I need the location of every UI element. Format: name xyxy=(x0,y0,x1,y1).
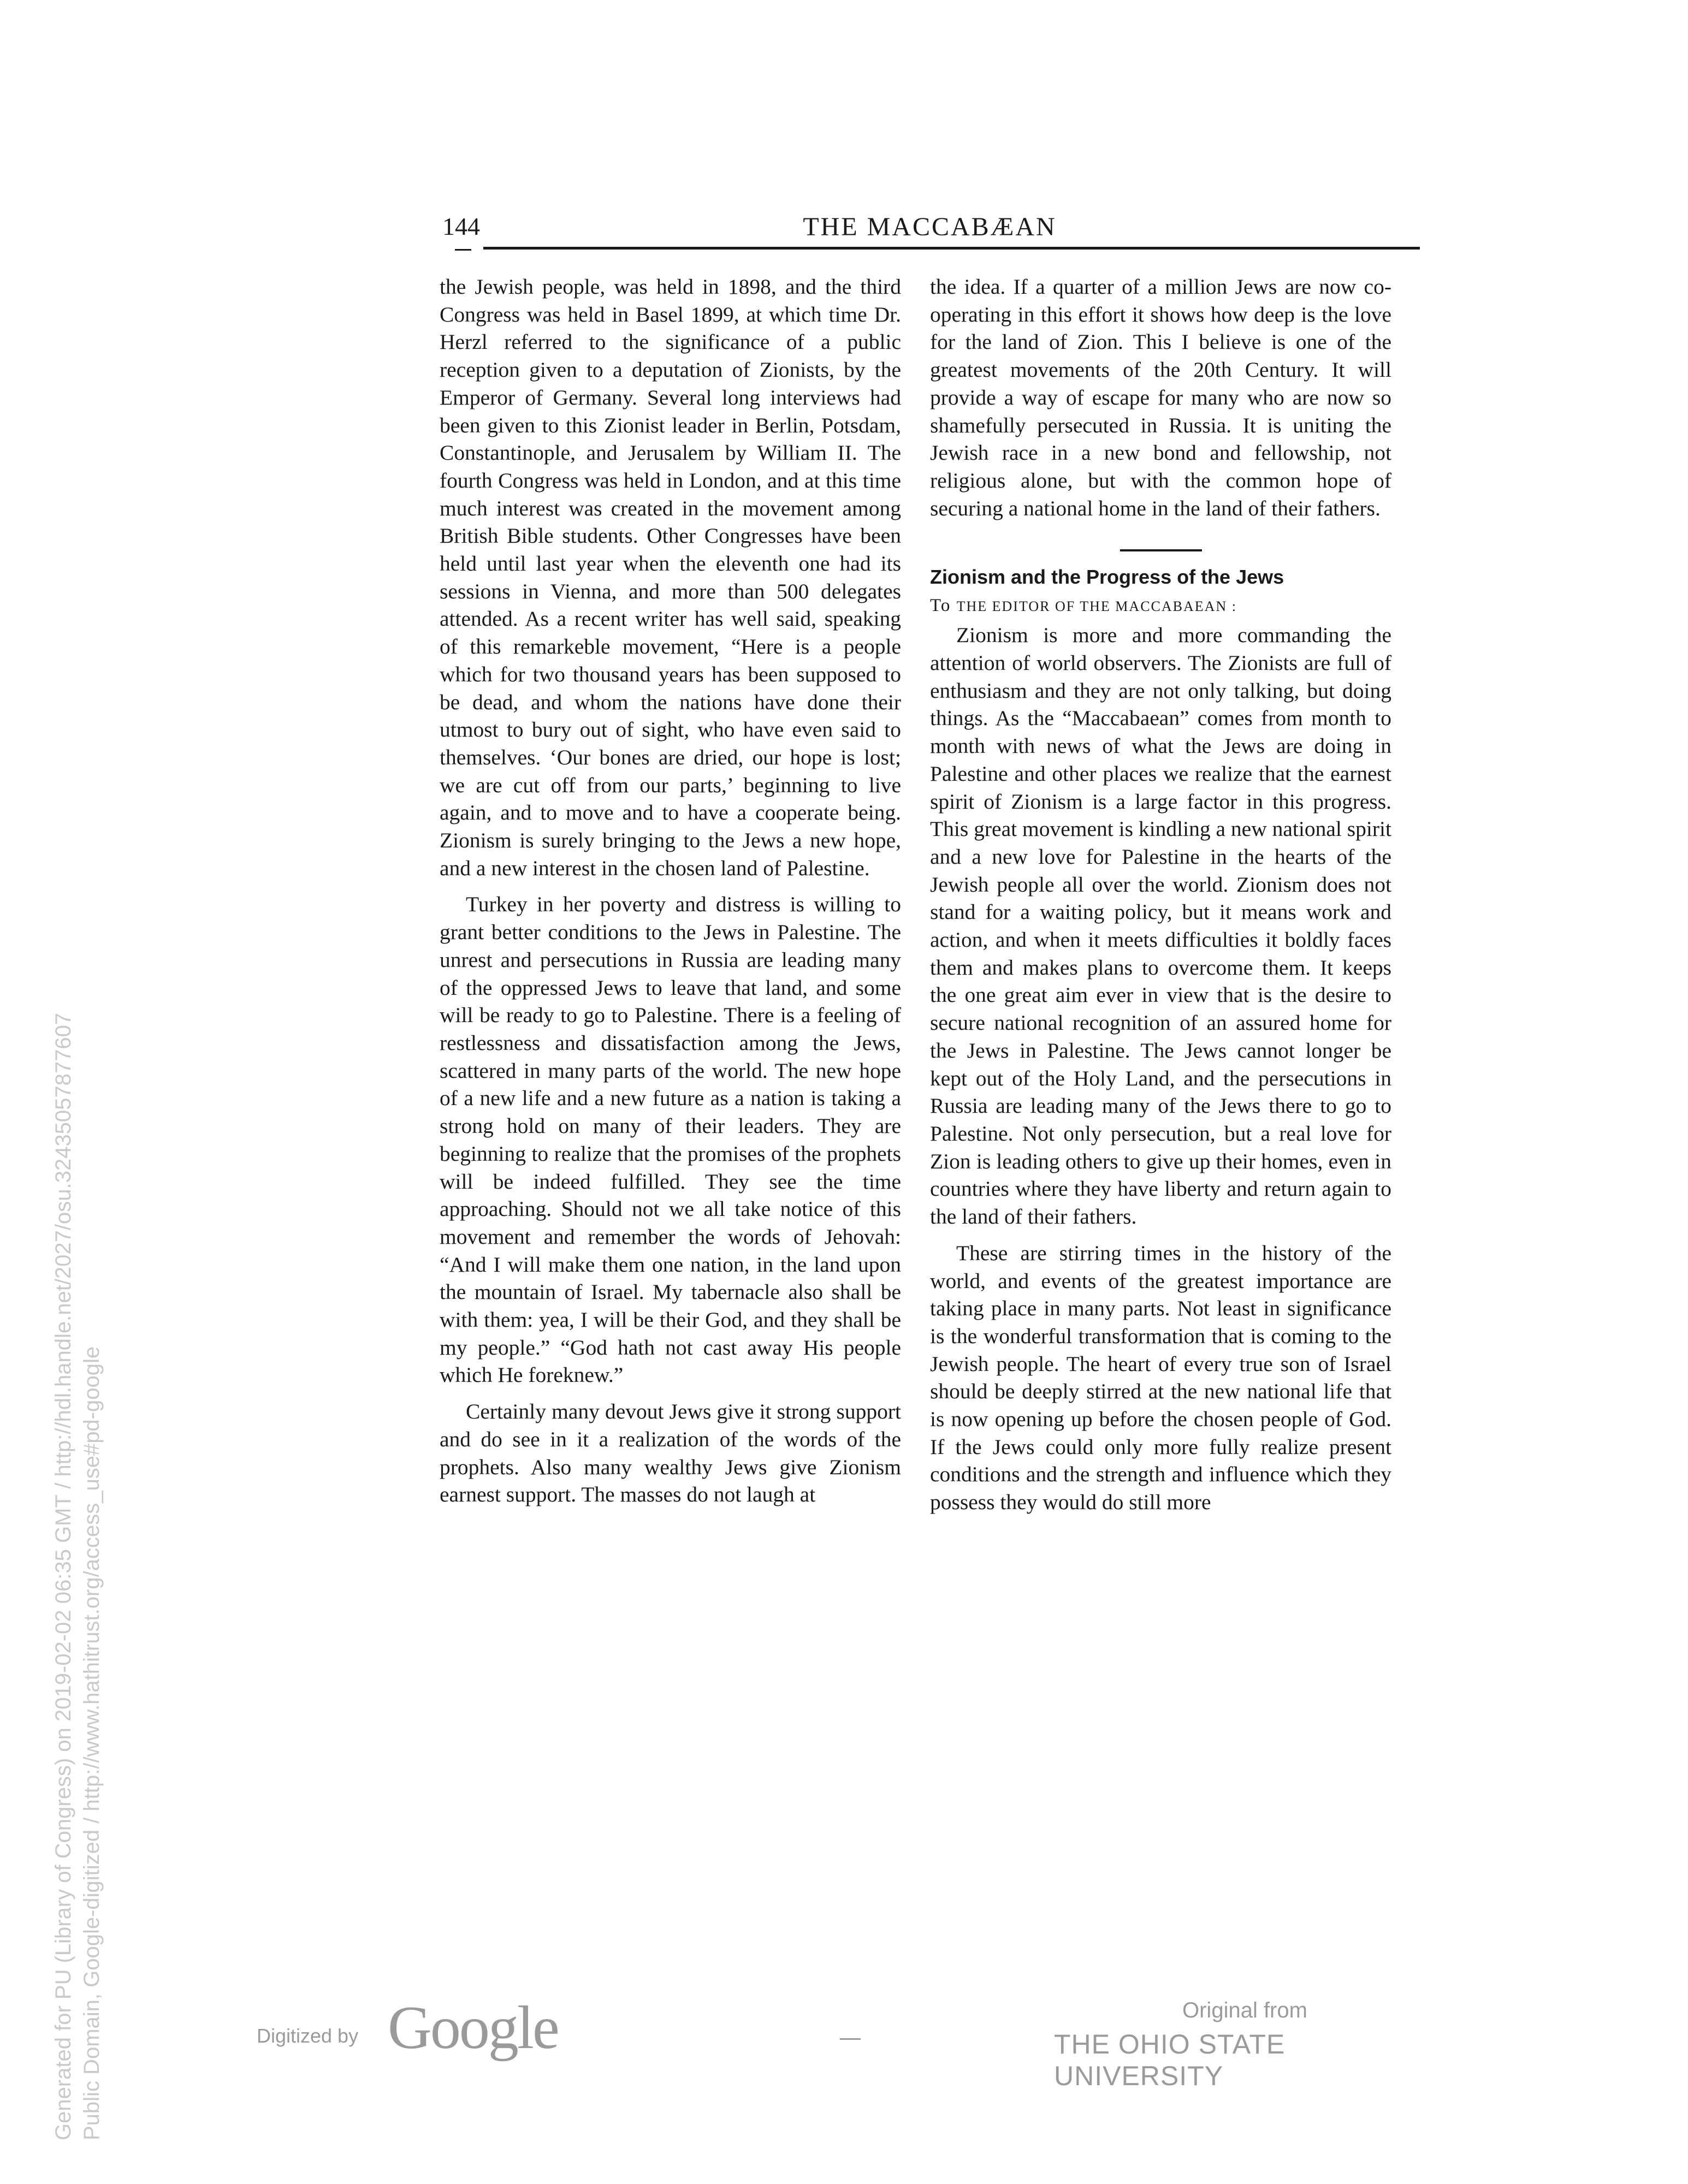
paragraph: the Jewish people, was held in 1898, and the third Congress was held in Basel 1899, at which time Dr. Herzl referred to the significance of a public reception given to a deputation of Zionists, by the Emperor of Germany. Several long interviews had been given to this Zionist leader in Berlin, Potsdam, Constantinople, and Jerusalem by William II. The fourth Congress was held in London, and at this time much interest was created in the movement among British Bible students. Other Congresses have been held until last year when the eleventh one had its sessions in Vienna, and more than 500 delegates attended. As a recent writer has well said, speaking of this remarkeble movement, “Here is a people which for two thousand years has been supposed to be dead, and whom the nations have done their utmost to bury out of sight, who have even said to themselves. ‘Our bones are dried, our hope is lost; we are cut off from our parts,’ beginning to live again, and to move and to have a cooperate being. Zionism is surely bringing to the Jews a new hope, and a new interest in the chosen land of Palestine. xyxy=(440,275,901,880)
watermark-line: Public Domain, Google-digitized / http://www.hathitrust.org/access_use#pd-google xyxy=(80,1346,104,2140)
right-column xyxy=(930,273,1391,1516)
digitized-by-footer xyxy=(257,1993,584,2064)
institution-name: THE OHIO STATE UNIVERSITY xyxy=(1054,2029,1286,2091)
page-number: 144 xyxy=(442,212,480,240)
google-logo: Google xyxy=(388,1994,558,2062)
header-rule xyxy=(483,247,1420,250)
page-header xyxy=(440,212,1420,250)
digitized-label: Digitized by xyxy=(257,2025,359,2047)
salutation-to: To xyxy=(930,596,951,616)
running-title: THE MACCABÆAN xyxy=(803,212,1057,241)
footer-dash xyxy=(840,2038,861,2040)
paragraph: the idea. If a quarter of a million Jews are now co-operating in this effort it shows how deep is the love for the land of Zion. This I believe is one of the greatest movements of the 20th Century. It will provide a way of escape for many who are now so shamefully persecuted in Russia. It is uniting the Jewish race in a new bond and fellowship, not religious alone, but with the common hope of securing a national home in the land of their fathers. xyxy=(930,275,1391,520)
salutation xyxy=(930,592,1391,620)
watermark-line: Generated for PU (Library of Congress) on 2019-02-02 06:35 GMT / http://hdl.handle.net/2027/osu.32435057877607 xyxy=(51,1012,75,2140)
paragraph: Turkey in her poverty and distress is willing to grant better conditions to the Jews in Palestine. The unrest and persecutions in Russia are leading many of the oppressed Jews to leave that land, and some will be ready to go to Palestine. There is a feeling of restlessness and dissatisfaction among the Jews, scattered in many parts of the world. The new hope of a new life and a new future as a nation is taking a strong hold on many of their leaders. They are beginning to realize that the promises of the prophets will be indeed fulfilled. They see the time approaching. Should not we all take notice of this movement and remember the words of Jehovah: “And I will make them one nation, in the land upon the mountain of Israel. My tabernacle also shall be with them: yea, I will be their God, and they shall be my people.” “God hath not cast away His people which He foreknew.” xyxy=(440,892,901,1387)
left-column xyxy=(440,273,901,1509)
paragraph: These are stirring times in the history of the world, and events of the greatest importance are taking place in many parts. Not least in significance is the wonderful transformation that is coming to the Jewish people. The heart of every true son of Israel should be deeply stirred at the new national life that is now opening up before the chosen people of God. If the Jews could only more fully realize present conditions and the strength and influence which they possess they would do still more xyxy=(930,1241,1391,1515)
section-divider xyxy=(1120,549,1202,551)
original-label: Original from xyxy=(1182,1998,1307,2022)
paragraph: Certainly many devout Jews give it strong support and do see in it a realization of the words of the prophets. Also many wealthy Jews give Zionism earnest support. The masses do not laugh at xyxy=(440,1399,901,1507)
paragraph: Zionism is more and more commanding the attention of world observers. The Zionists are full of enthusiasm and they are not only talking, but doing things. As the “Maccabaean” comes from month to month with news of what the Jews are doing in Palestine and other places we realize that the earnest spirit of Zionism is a large factor in this progress. This great movement is kindling a new national spirit and a new love for Palestine in the hearts of the Jewish people all over the world. Zionism does not stand for a waiting policy, but it means work and action, and when it meets difficulties it boldly faces them and makes plans to overcome them. It keeps the one great aim ever in view that is the desire to secure national recognition of an assured home for the Jews in Palestine. The Jews cannot longer be kept out of the Holy Land, and the persecutions in Russia are leading many of the Jews there to go to Palestine. Not only persecution, but a real love for Zion is leading others to give up their homes, even in countries where they have liberty and return again to the land of their fathers. xyxy=(930,623,1391,1229)
side-watermark xyxy=(49,775,109,2140)
salutation-rest: THE EDITOR OF THE MACCABAEAN : xyxy=(956,598,1237,615)
original-from-footer xyxy=(1054,1998,1447,2091)
header-dash xyxy=(455,249,471,251)
article-heading: Zionism and the Progress of the Jews xyxy=(930,566,1284,589)
